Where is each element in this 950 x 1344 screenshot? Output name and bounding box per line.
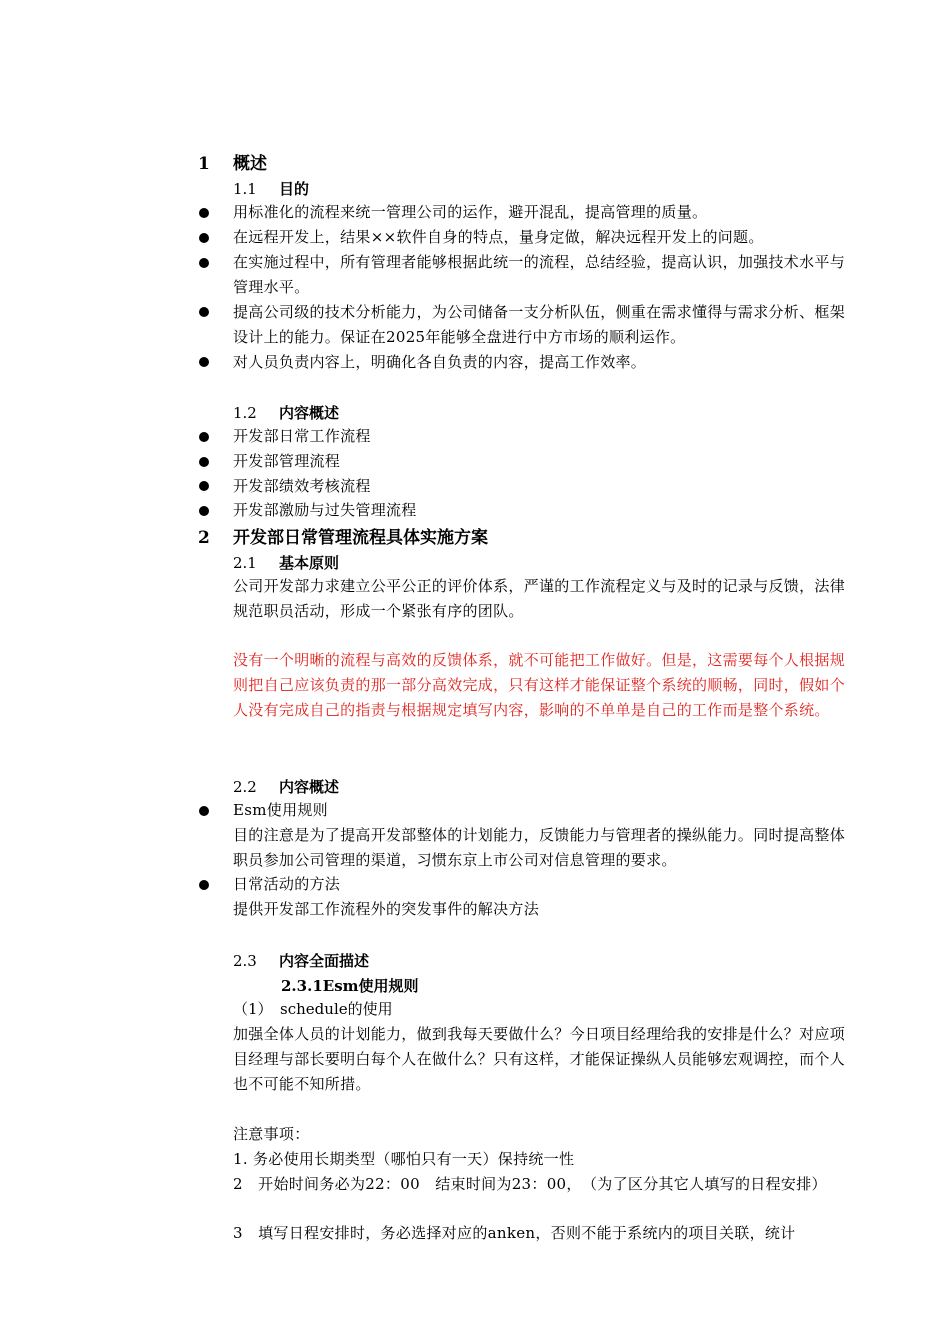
bullet-icon: [199, 233, 209, 243]
section-title: 内容概述: [279, 404, 340, 422]
list-item: 开发部绩效考核流程: [233, 477, 371, 495]
section-2-heading: [198, 527, 488, 549]
note-item: 3 填写日程安排时，务必选择对应的anken，否则不能于系统内的项目关联，统计: [233, 1224, 796, 1242]
bullet-icon: [199, 506, 209, 516]
bullet-icon: [199, 258, 209, 268]
list-item: 在远程开发上，结果××软件自身的特点，量身定做，解决远程开发上的问题。: [233, 228, 764, 246]
section-number: 2: [198, 528, 210, 548]
list-item-description: 提供开发部工作流程外的突发事件的解决方法: [233, 900, 540, 918]
list-item-title: Esm使用规则: [233, 801, 328, 819]
section-number: 2.1: [233, 554, 257, 572]
bullet-icon: [199, 307, 209, 317]
section-2-3-1-heading: 2.3.1Esm使用规则: [281, 977, 419, 995]
section-number: 1: [198, 154, 210, 174]
section-title: 概述: [233, 154, 267, 174]
section-2-1-heading: [233, 553, 339, 573]
list-item: 开发部管理流程: [233, 452, 341, 470]
section-title: 目的: [279, 180, 310, 198]
list-item: 在实施过程中，所有管理者能够根据此统一的流程，总结经验，提高认识，加强技术水平与管理水平。: [233, 253, 846, 296]
bullet-icon: [199, 481, 209, 491]
highlighted-paragraph: 没有一个明晰的流程与高效的反馈体系，就不可能把工作做好。但是，这需要每个人根据规则把自己应该负责的那一部分高效完成，只有这样才能保证整个系统的顺畅，同时，假如个人没有完成自己的指责与根据规定填写内容，影响的不单单是自己的工作而是整个系统。: [233, 651, 846, 719]
list-item: 用标准化的流程来统一管理公司的运作，避开混乱，提高管理的质量。: [233, 203, 708, 221]
note-item: 2 开始时间务必为22：00 结束时间为23：00， （为了区分其它人填写的日程安排）: [233, 1175, 827, 1193]
section-1-heading: [198, 153, 267, 175]
section-2-3-heading: [233, 951, 369, 971]
paragraph: 加强全体人员的计划能力，做到我每天要做什么？今日项目经理给我的安排是什么？对应项目经理与部长要明白每个人在做什么？只有这样，才能保证操纵人员能够宏观调控，而个人也不可能不知所措。: [233, 1025, 846, 1093]
section-title: 基本原则: [279, 554, 340, 572]
section-number: 1.1: [233, 180, 257, 198]
bullet-icon: [199, 208, 209, 218]
paragraph: 公司开发部力求建立公平公正的评价体系，严谨的工作流程定义与及时的记录与反馈，法律规范职员活动，形成一个紧张有序的团队。: [233, 577, 846, 620]
section-1-1-heading: [233, 179, 309, 199]
section-number: 1.2: [233, 404, 257, 422]
bullet-icon: [199, 806, 209, 816]
list-item: 对人员负责内容上，明确化各自负责的内容，提高工作效率。: [233, 353, 647, 371]
list-item: 开发部激励与过失管理流程: [233, 501, 417, 519]
list-item: 开发部日常工作流程: [233, 427, 371, 445]
notes-title: 注意事项：: [233, 1125, 310, 1143]
subsection-label: （1） schedule的使用: [233, 1000, 393, 1018]
section-title: 开发部日常管理流程具体实施方案: [233, 528, 488, 548]
bullet-icon: [199, 880, 209, 890]
section-title: 内容全面描述: [279, 952, 370, 970]
bullet-icon: [199, 432, 209, 442]
section-1-2-heading: [233, 403, 339, 423]
section-number: 2.2: [233, 778, 257, 796]
note-item: 1. 务必使用长期类型（哪怕只有一天）保持统一性: [233, 1150, 575, 1168]
section-title: 内容概述: [279, 778, 340, 796]
list-item-description: 目的注意是为了提高开发部整体的计划能力，反馈能力与管理者的操纵能力。同时提高整体职员参加公司管理的渠道，习惯东京上市公司对信息管理的要求。: [233, 826, 846, 869]
bullet-icon: [199, 457, 209, 467]
section-number: 2.3: [233, 952, 257, 970]
bullet-icon: [199, 357, 209, 367]
list-item: 提高公司级的技术分析能力，为公司储备一支分析队伍，侧重在需求懂得与需求分析、框架设计上的能力。保证在2025年能够全盘进行中方市场的顺利运作。: [233, 303, 846, 346]
list-item-title: 日常活动的方法: [233, 875, 341, 893]
section-2-2-heading: [233, 777, 339, 797]
